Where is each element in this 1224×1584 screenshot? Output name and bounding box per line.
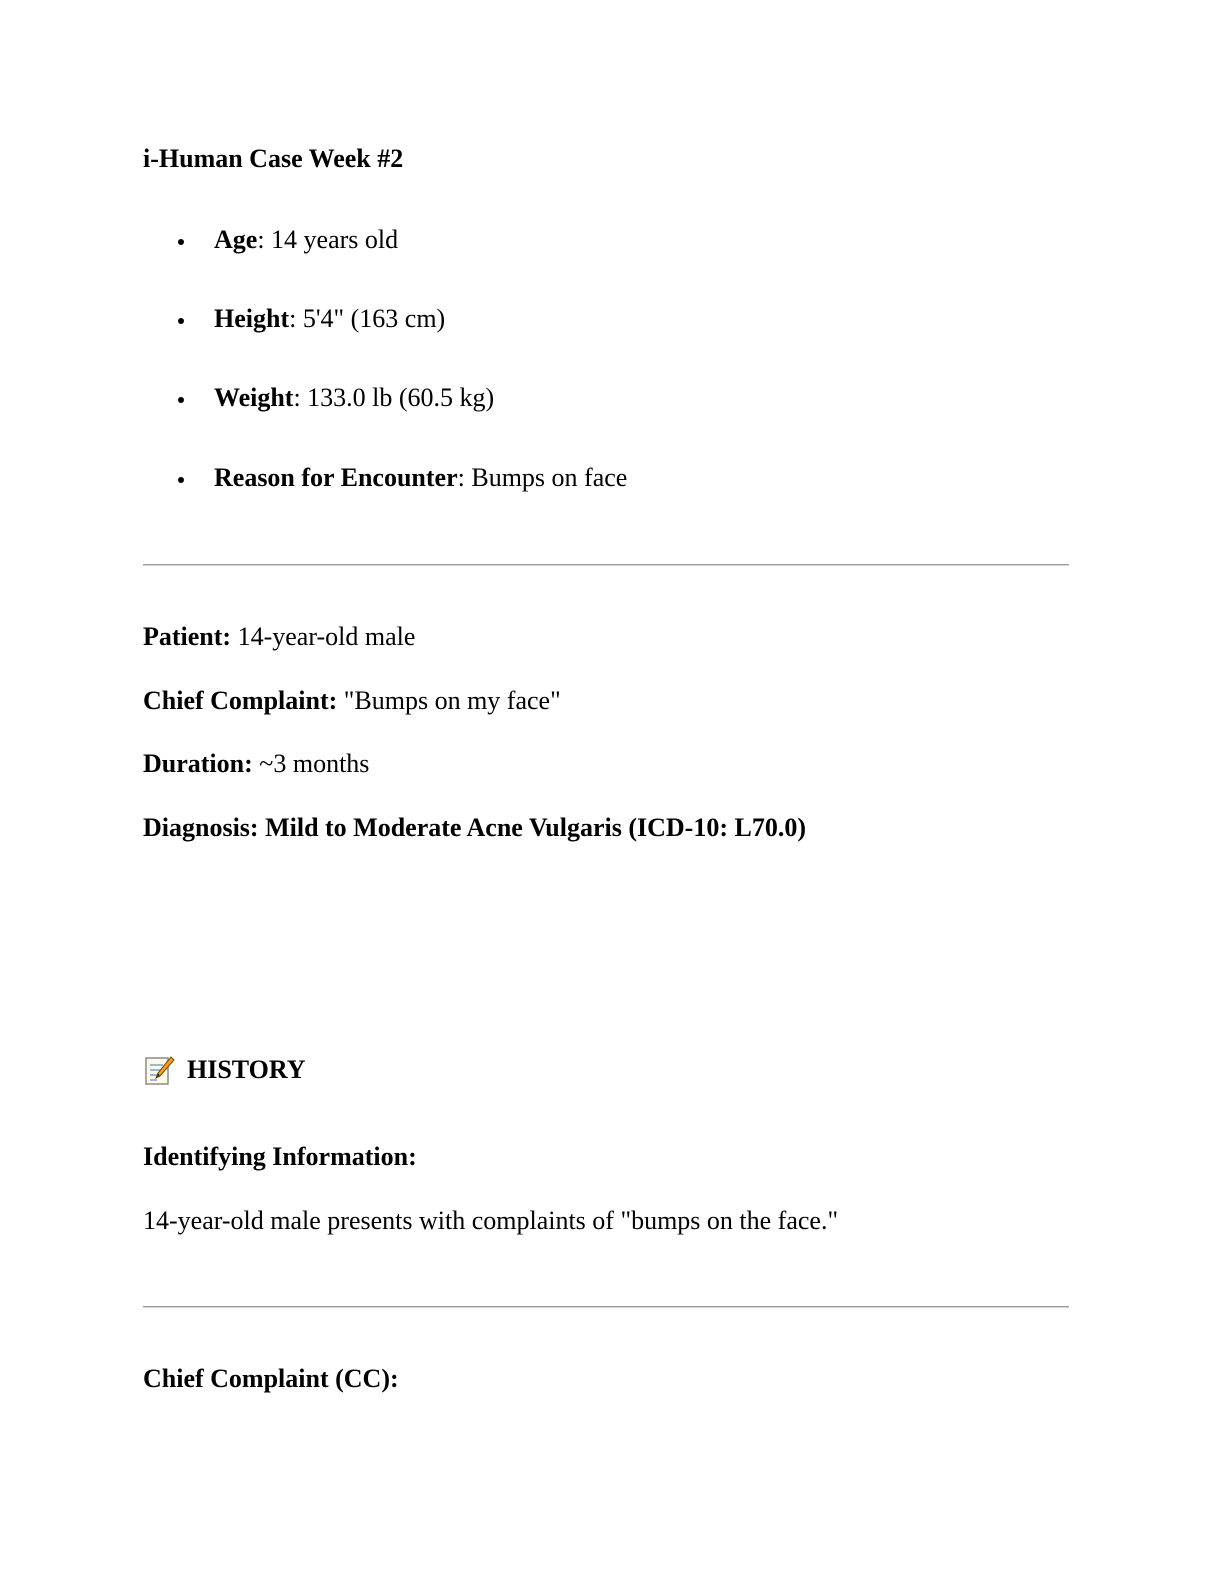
- list-item-value: : Bumps on face: [457, 463, 628, 492]
- duration-line: [143, 749, 369, 779]
- list-item-value: : 133.0 lb (60.5 kg): [293, 383, 495, 412]
- identifying-information-text: 14-year-old male presents with complaints of "bumps on the face.": [143, 1206, 839, 1235]
- chief-complaint-cc-heading: Chief Complaint (CC):: [143, 1364, 399, 1393]
- diagnosis-text: Diagnosis: Mild to Moderate Acne Vulgaris (ICD-10: L70.0): [143, 813, 806, 842]
- history-heading: [143, 1054, 306, 1086]
- patient-value: 14-year-old male: [231, 622, 416, 651]
- list-item-label: Age: [214, 225, 258, 254]
- list-item-value: : 5'4" (163 cm): [289, 304, 446, 333]
- list-item-label: Height: [214, 304, 290, 333]
- duration-value: ~3 months: [252, 749, 370, 778]
- bullet-icon: [178, 239, 184, 245]
- diagnosis-line: [143, 813, 806, 843]
- list-item-value: : 14 years old: [257, 225, 399, 254]
- document-title: i-Human Case Week #2: [143, 144, 404, 173]
- duration-label: Duration:: [143, 749, 253, 778]
- history-heading-text: HISTORY: [187, 1055, 306, 1084]
- patient-line: [143, 622, 415, 652]
- memo-icon: [143, 1054, 175, 1086]
- list-item-label: Reason for Encounter: [214, 463, 458, 492]
- patient-label: Patient:: [143, 622, 232, 651]
- identifying-information-heading: Identifying Information:: [143, 1142, 417, 1171]
- bullet-icon: [178, 318, 184, 324]
- list-item-label: Weight: [214, 383, 294, 412]
- chief-complaint-line: [143, 686, 561, 716]
- chief-complaint-label: Chief Complaint:: [143, 686, 338, 715]
- bullet-icon: [178, 397, 184, 403]
- bullet-icon: [178, 477, 184, 483]
- horizontal-divider: [143, 1306, 1069, 1308]
- chief-complaint-value: "Bumps on my face": [337, 686, 561, 715]
- horizontal-divider: [143, 564, 1069, 566]
